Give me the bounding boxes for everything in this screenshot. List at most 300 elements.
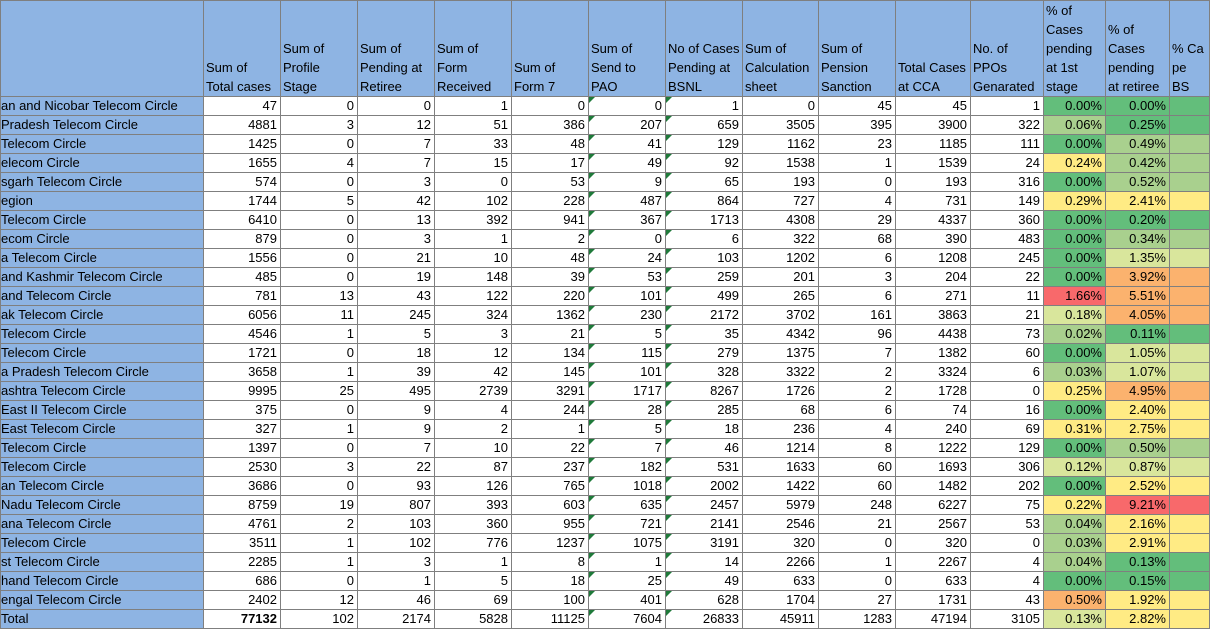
value-cell[interactable]: 4546 — [204, 325, 281, 344]
value-cell[interactable]: 2 — [819, 363, 896, 382]
value-cell[interactable]: 145 — [512, 363, 589, 382]
value-cell[interactable]: 42 — [358, 192, 435, 211]
value-cell[interactable]: 1222 — [896, 439, 971, 458]
value-cell[interactable]: 92 — [666, 154, 743, 173]
value-cell[interactable]: 2402 — [204, 591, 281, 610]
circle-name-cell[interactable]: st Telecom Circle — [1, 553, 204, 572]
value-cell[interactable]: 776 — [435, 534, 512, 553]
pct-retiree-cell[interactable]: 5.51% — [1106, 287, 1170, 306]
pct-retiree-cell[interactable]: 1.92% — [1106, 591, 1170, 610]
value-cell[interactable]: 69 — [971, 420, 1044, 439]
circle-name-cell[interactable]: Telecom Circle — [1, 135, 204, 154]
value-cell[interactable]: 4 — [819, 192, 896, 211]
value-cell[interactable]: 5 — [589, 325, 666, 344]
value-cell[interactable]: 103 — [358, 515, 435, 534]
value-cell[interactable]: 3900 — [896, 116, 971, 135]
circle-name-cell[interactable]: Telecom Circle — [1, 439, 204, 458]
pct-bsnl-cell[interactable] — [1170, 287, 1210, 306]
value-cell[interactable]: 5979 — [743, 496, 819, 515]
value-cell[interactable]: 0 — [281, 249, 358, 268]
value-cell[interactable]: 3105 — [971, 610, 1044, 629]
value-cell[interactable]: 60 — [819, 458, 896, 477]
value-cell[interactable]: 1 — [281, 325, 358, 344]
value-cell[interactable]: 4 — [971, 572, 1044, 591]
value-cell[interactable]: 35 — [666, 325, 743, 344]
value-cell[interactable]: 149 — [971, 192, 1044, 211]
value-cell[interactable]: 29 — [819, 211, 896, 230]
value-cell[interactable]: 4 — [435, 401, 512, 420]
value-cell[interactable]: 240 — [896, 420, 971, 439]
value-cell[interactable]: 45 — [819, 97, 896, 116]
value-cell[interactable]: 39 — [512, 268, 589, 287]
value-cell[interactable]: 22 — [971, 268, 1044, 287]
pct-bsnl-cell[interactable] — [1170, 249, 1210, 268]
circle-name-cell[interactable]: an and Nicobar Telecom Circle — [1, 97, 204, 116]
value-cell[interactable]: 1 — [281, 553, 358, 572]
circle-name-cell[interactable]: hand Telecom Circle — [1, 572, 204, 591]
pct-first-stage-cell[interactable]: 0.18% — [1044, 306, 1106, 325]
value-cell[interactable]: 324 — [435, 306, 512, 325]
value-cell[interactable]: 204 — [896, 268, 971, 287]
pct-first-stage-cell[interactable]: 0.22% — [1044, 496, 1106, 515]
pct-bsnl-cell[interactable] — [1170, 477, 1210, 496]
value-cell[interactable]: 6410 — [204, 211, 281, 230]
value-cell[interactable]: 49 — [666, 572, 743, 591]
value-cell[interactable]: 11 — [971, 287, 1044, 306]
value-cell[interactable]: 659 — [666, 116, 743, 135]
value-cell[interactable]: 111 — [971, 135, 1044, 154]
value-cell[interactable]: 25 — [589, 572, 666, 591]
value-cell[interactable]: 102 — [358, 534, 435, 553]
value-cell[interactable]: 10 — [435, 249, 512, 268]
value-cell[interactable]: 0 — [281, 439, 358, 458]
value-cell[interactable]: 327 — [204, 420, 281, 439]
pct-first-stage-cell[interactable]: 0.29% — [1044, 192, 1106, 211]
value-cell[interactable]: 201 — [743, 268, 819, 287]
value-cell[interactable]: 12 — [281, 591, 358, 610]
value-cell[interactable]: 0 — [281, 135, 358, 154]
value-cell[interactable]: 4761 — [204, 515, 281, 534]
pct-bsnl-cell[interactable] — [1170, 268, 1210, 287]
value-cell[interactable]: 1397 — [204, 439, 281, 458]
value-cell[interactable]: 1 — [358, 572, 435, 591]
value-cell[interactable]: 19 — [358, 268, 435, 287]
value-cell[interactable]: 955 — [512, 515, 589, 534]
value-cell[interactable]: 69 — [435, 591, 512, 610]
value-cell[interactable]: 495 — [358, 382, 435, 401]
pct-retiree-cell[interactable]: 0.11% — [1106, 325, 1170, 344]
value-cell[interactable]: 18 — [666, 420, 743, 439]
value-cell[interactable]: 1721 — [204, 344, 281, 363]
value-cell[interactable]: 7604 — [589, 610, 666, 629]
column-header[interactable]: Total Cases at CCA — [896, 1, 971, 97]
value-cell[interactable]: 1 — [971, 97, 1044, 116]
pct-first-stage-cell[interactable]: 0.04% — [1044, 515, 1106, 534]
pct-retiree-cell[interactable]: 1.05% — [1106, 344, 1170, 363]
value-cell[interactable]: 17 — [512, 154, 589, 173]
pct-bsnl-cell[interactable] — [1170, 496, 1210, 515]
value-cell[interactable]: 7 — [358, 439, 435, 458]
value-cell[interactable]: 6227 — [896, 496, 971, 515]
pct-bsnl-cell[interactable] — [1170, 572, 1210, 591]
pct-bsnl-cell[interactable] — [1170, 382, 1210, 401]
value-cell[interactable]: 1 — [512, 420, 589, 439]
value-cell[interactable]: 2530 — [204, 458, 281, 477]
pct-retiree-cell[interactable]: 0.20% — [1106, 211, 1170, 230]
value-cell[interactable]: 10 — [435, 439, 512, 458]
value-cell[interactable]: 0 — [589, 97, 666, 116]
pct-first-stage-cell[interactable]: 0.00% — [1044, 344, 1106, 363]
value-cell[interactable]: 7 — [819, 344, 896, 363]
pct-bsnl-cell[interactable] — [1170, 135, 1210, 154]
value-cell[interactable]: 0 — [281, 344, 358, 363]
value-cell[interactable]: 941 — [512, 211, 589, 230]
value-cell[interactable]: 386 — [512, 116, 589, 135]
value-cell[interactable]: 68 — [819, 230, 896, 249]
value-cell[interactable]: 102 — [281, 610, 358, 629]
circle-name-cell[interactable]: ana Telecom Circle — [1, 515, 204, 534]
value-cell[interactable]: 53 — [512, 173, 589, 192]
pct-retiree-cell[interactable]: 0.52% — [1106, 173, 1170, 192]
pct-retiree-cell[interactable]: 1.35% — [1106, 249, 1170, 268]
value-cell[interactable]: 48 — [512, 135, 589, 154]
value-cell[interactable]: 148 — [435, 268, 512, 287]
pct-first-stage-cell[interactable]: 0.50% — [1044, 591, 1106, 610]
value-cell[interactable]: 21 — [512, 325, 589, 344]
value-cell[interactable]: 19 — [281, 496, 358, 515]
value-cell[interactable]: 1202 — [743, 249, 819, 268]
value-cell[interactable]: 96 — [819, 325, 896, 344]
value-cell[interactable]: 4881 — [204, 116, 281, 135]
value-cell[interactable]: 1728 — [896, 382, 971, 401]
value-cell[interactable]: 193 — [743, 173, 819, 192]
circle-name-cell[interactable]: East II Telecom Circle — [1, 401, 204, 420]
value-cell[interactable]: 727 — [743, 192, 819, 211]
value-cell[interactable]: 360 — [971, 211, 1044, 230]
value-cell[interactable]: 49 — [589, 154, 666, 173]
value-cell[interactable]: 1 — [281, 534, 358, 553]
value-cell[interactable]: 2285 — [204, 553, 281, 572]
column-header[interactable]: No of Cases Pending at BSNL — [666, 1, 743, 97]
pct-bsnl-cell[interactable] — [1170, 192, 1210, 211]
value-cell[interactable]: 3 — [281, 116, 358, 135]
value-cell[interactable]: 1 — [435, 230, 512, 249]
value-cell[interactable]: 1 — [666, 97, 743, 116]
value-cell[interactable]: 603 — [512, 496, 589, 515]
value-cell[interactable]: 316 — [971, 173, 1044, 192]
value-cell[interactable]: 244 — [512, 401, 589, 420]
value-cell[interactable]: 401 — [589, 591, 666, 610]
value-cell[interactable]: 483 — [971, 230, 1044, 249]
value-cell[interactable]: 23 — [819, 135, 896, 154]
value-cell[interactable]: 1726 — [743, 382, 819, 401]
value-cell[interactable]: 485 — [204, 268, 281, 287]
pct-retiree-cell[interactable]: 2.16% — [1106, 515, 1170, 534]
value-cell[interactable]: 3863 — [896, 306, 971, 325]
value-cell[interactable]: 245 — [971, 249, 1044, 268]
value-cell[interactable]: 0 — [589, 230, 666, 249]
column-header[interactable]: Sum of Form 7 — [512, 1, 589, 97]
pct-bsnl-cell[interactable] — [1170, 344, 1210, 363]
value-cell[interactable]: 26833 — [666, 610, 743, 629]
pct-first-stage-cell[interactable]: 1.66% — [1044, 287, 1106, 306]
value-cell[interactable]: 51 — [435, 116, 512, 135]
value-cell[interactable]: 2141 — [666, 515, 743, 534]
value-cell[interactable]: 393 — [435, 496, 512, 515]
value-cell[interactable]: 129 — [971, 439, 1044, 458]
value-cell[interactable]: 182 — [589, 458, 666, 477]
value-cell[interactable]: 33 — [435, 135, 512, 154]
value-cell[interactable]: 0 — [358, 97, 435, 116]
value-cell[interactable]: 60 — [971, 344, 1044, 363]
value-cell[interactable]: 8267 — [666, 382, 743, 401]
value-cell[interactable]: 22 — [512, 439, 589, 458]
value-cell[interactable]: 2567 — [896, 515, 971, 534]
value-cell[interactable]: 3 — [281, 458, 358, 477]
column-header[interactable]: Sum of Form Received — [435, 1, 512, 97]
pct-bsnl-cell[interactable] — [1170, 610, 1210, 629]
pct-retiree-cell[interactable]: 1.07% — [1106, 363, 1170, 382]
value-cell[interactable]: 28 — [589, 401, 666, 420]
value-cell[interactable]: 39 — [358, 363, 435, 382]
pct-bsnl-cell[interactable] — [1170, 458, 1210, 477]
value-cell[interactable]: 0 — [281, 173, 358, 192]
value-cell[interactable]: 5 — [358, 325, 435, 344]
value-cell[interactable]: 9 — [589, 173, 666, 192]
pct-first-stage-cell[interactable]: 0.00% — [1044, 439, 1106, 458]
value-cell[interactable]: 6 — [666, 230, 743, 249]
pct-bsnl-cell[interactable] — [1170, 553, 1210, 572]
pct-bsnl-cell[interactable] — [1170, 363, 1210, 382]
pct-first-stage-cell[interactable]: 0.03% — [1044, 363, 1106, 382]
value-cell[interactable]: 1185 — [896, 135, 971, 154]
value-cell[interactable]: 24 — [589, 249, 666, 268]
pct-bsnl-cell[interactable] — [1170, 420, 1210, 439]
value-cell[interactable]: 8 — [819, 439, 896, 458]
value-cell[interactable]: 320 — [743, 534, 819, 553]
pct-retiree-cell[interactable]: 4.95% — [1106, 382, 1170, 401]
pct-first-stage-cell[interactable]: 0.04% — [1044, 553, 1106, 572]
circle-name-cell[interactable]: East Telecom Circle — [1, 420, 204, 439]
pct-bsnl-cell[interactable] — [1170, 401, 1210, 420]
value-cell[interactable]: 45911 — [743, 610, 819, 629]
value-cell[interactable]: 1 — [435, 97, 512, 116]
value-cell[interactable]: 1208 — [896, 249, 971, 268]
value-cell[interactable]: 60 — [819, 477, 896, 496]
value-cell[interactable]: 46 — [666, 439, 743, 458]
pct-retiree-cell[interactable]: 2.82% — [1106, 610, 1170, 629]
pct-first-stage-cell[interactable]: 0.00% — [1044, 173, 1106, 192]
pct-retiree-cell[interactable]: 9.21% — [1106, 496, 1170, 515]
value-cell[interactable]: 4308 — [743, 211, 819, 230]
pct-retiree-cell[interactable]: 0.49% — [1106, 135, 1170, 154]
value-cell[interactable]: 8759 — [204, 496, 281, 515]
pct-first-stage-cell[interactable]: 0.13% — [1044, 610, 1106, 629]
column-header[interactable]: Sum of Calculation sheet — [743, 1, 819, 97]
value-cell[interactable]: 686 — [204, 572, 281, 591]
pct-first-stage-cell[interactable]: 0.12% — [1044, 458, 1106, 477]
value-cell[interactable]: 1693 — [896, 458, 971, 477]
value-cell[interactable]: 4 — [819, 420, 896, 439]
value-cell[interactable]: 1704 — [743, 591, 819, 610]
value-cell[interactable]: 21 — [358, 249, 435, 268]
pct-retiree-cell[interactable]: 0.00% — [1106, 97, 1170, 116]
value-cell[interactable]: 6 — [819, 249, 896, 268]
value-cell[interactable]: 1538 — [743, 154, 819, 173]
pct-retiree-cell[interactable]: 0.34% — [1106, 230, 1170, 249]
column-header[interactable]: Sum of Send to PAO — [589, 1, 666, 97]
value-cell[interactable]: 237 — [512, 458, 589, 477]
value-cell[interactable]: 879 — [204, 230, 281, 249]
circle-name-cell[interactable]: Pradesh Telecom Circle — [1, 116, 204, 135]
pct-retiree-cell[interactable]: 2.41% — [1106, 192, 1170, 211]
circle-name-cell[interactable]: and Kashmir Telecom Circle — [1, 268, 204, 287]
value-cell[interactable]: 0 — [743, 97, 819, 116]
value-cell[interactable]: 285 — [666, 401, 743, 420]
value-cell[interactable]: 161 — [819, 306, 896, 325]
pct-retiree-cell[interactable]: 0.42% — [1106, 154, 1170, 173]
pct-bsnl-cell[interactable] — [1170, 173, 1210, 192]
value-cell[interactable]: 1633 — [743, 458, 819, 477]
value-cell[interactable]: 1655 — [204, 154, 281, 173]
circle-name-cell[interactable]: engal Telecom Circle — [1, 591, 204, 610]
circle-name-cell[interactable]: a Pradesh Telecom Circle — [1, 363, 204, 382]
value-cell[interactable]: 1283 — [819, 610, 896, 629]
value-cell[interactable]: 0 — [281, 401, 358, 420]
value-cell[interactable]: 0 — [281, 268, 358, 287]
value-cell[interactable]: 322 — [743, 230, 819, 249]
value-cell[interactable]: 2739 — [435, 382, 512, 401]
value-cell[interactable]: 12 — [435, 344, 512, 363]
value-cell[interactable]: 259 — [666, 268, 743, 287]
pct-bsnl-cell[interactable] — [1170, 534, 1210, 553]
circle-name-cell[interactable]: elecom Circle — [1, 154, 204, 173]
value-cell[interactable]: 1375 — [743, 344, 819, 363]
value-cell[interactable]: 2 — [512, 230, 589, 249]
value-cell[interactable]: 864 — [666, 192, 743, 211]
value-cell[interactable]: 47 — [204, 97, 281, 116]
value-cell[interactable]: 115 — [589, 344, 666, 363]
value-cell[interactable]: 2 — [435, 420, 512, 439]
value-cell[interactable]: 0 — [281, 572, 358, 591]
pct-retiree-cell[interactable]: 0.87% — [1106, 458, 1170, 477]
value-cell[interactable]: 1422 — [743, 477, 819, 496]
value-cell[interactable]: 2267 — [896, 553, 971, 572]
value-cell[interactable]: 1744 — [204, 192, 281, 211]
value-cell[interactable]: 0 — [971, 534, 1044, 553]
pct-first-stage-cell[interactable]: 0.00% — [1044, 97, 1106, 116]
value-cell[interactable]: 2002 — [666, 477, 743, 496]
value-cell[interactable]: 3702 — [743, 306, 819, 325]
value-cell[interactable]: 75 — [971, 496, 1044, 515]
circle-name-cell[interactable]: an Telecom Circle — [1, 477, 204, 496]
pct-retiree-cell[interactable]: 0.50% — [1106, 439, 1170, 458]
value-cell[interactable]: 392 — [435, 211, 512, 230]
value-cell[interactable]: 230 — [589, 306, 666, 325]
value-cell[interactable]: 42 — [435, 363, 512, 382]
value-cell[interactable]: 21 — [819, 515, 896, 534]
value-cell[interactable]: 367 — [589, 211, 666, 230]
value-cell[interactable]: 5 — [281, 192, 358, 211]
value-cell[interactable]: 18 — [358, 344, 435, 363]
column-header[interactable]: Sum of Profile Stage — [281, 1, 358, 97]
value-cell[interactable]: 2457 — [666, 496, 743, 515]
value-cell[interactable]: 531 — [666, 458, 743, 477]
value-cell[interactable]: 3324 — [896, 363, 971, 382]
value-cell[interactable]: 129 — [666, 135, 743, 154]
value-cell[interactable]: 0 — [819, 572, 896, 591]
pct-bsnl-cell[interactable] — [1170, 515, 1210, 534]
pct-first-stage-cell[interactable]: 0.31% — [1044, 420, 1106, 439]
pct-retiree-cell[interactable]: 0.15% — [1106, 572, 1170, 591]
value-cell[interactable]: 9 — [358, 420, 435, 439]
value-cell[interactable]: 87 — [435, 458, 512, 477]
value-cell[interactable]: 265 — [743, 287, 819, 306]
value-cell[interactable]: 1 — [281, 363, 358, 382]
column-header[interactable]: % Ca pe BS — [1170, 1, 1210, 97]
value-cell[interactable]: 375 — [204, 401, 281, 420]
value-cell[interactable]: 202 — [971, 477, 1044, 496]
pct-first-stage-cell[interactable]: 0.24% — [1044, 154, 1106, 173]
pct-first-stage-cell[interactable]: 0.00% — [1044, 211, 1106, 230]
column-header[interactable]: % of Cases pending at 1st stage — [1044, 1, 1106, 97]
value-cell[interactable]: 53 — [971, 515, 1044, 534]
value-cell[interactable]: 68 — [743, 401, 819, 420]
value-cell[interactable]: 1382 — [896, 344, 971, 363]
value-cell[interactable]: 122 — [435, 287, 512, 306]
circle-name-cell[interactable]: egion — [1, 192, 204, 211]
value-cell[interactable]: 245 — [358, 306, 435, 325]
circle-name-cell[interactable]: ecom Circle — [1, 230, 204, 249]
value-cell[interactable]: 5 — [589, 420, 666, 439]
value-cell[interactable]: 1214 — [743, 439, 819, 458]
value-cell[interactable]: 3505 — [743, 116, 819, 135]
pct-first-stage-cell[interactable]: 0.03% — [1044, 534, 1106, 553]
value-cell[interactable]: 0 — [819, 534, 896, 553]
value-cell[interactable]: 1556 — [204, 249, 281, 268]
pct-retiree-cell[interactable]: 0.25% — [1106, 116, 1170, 135]
value-cell[interactable]: 93 — [358, 477, 435, 496]
value-cell[interactable]: 487 — [589, 192, 666, 211]
pct-retiree-cell[interactable]: 4.05% — [1106, 306, 1170, 325]
value-cell[interactable]: 103 — [666, 249, 743, 268]
value-cell[interactable]: 3 — [358, 173, 435, 192]
value-cell[interactable]: 3 — [358, 230, 435, 249]
pct-first-stage-cell[interactable]: 0.00% — [1044, 572, 1106, 591]
circle-name-cell[interactable]: Telecom Circle — [1, 344, 204, 363]
value-cell[interactable]: 1717 — [589, 382, 666, 401]
value-cell[interactable]: 6 — [819, 401, 896, 420]
value-cell[interactable]: 0 — [281, 230, 358, 249]
value-cell[interactable]: 322 — [971, 116, 1044, 135]
value-cell[interactable]: 2 — [819, 382, 896, 401]
value-cell[interactable]: 4438 — [896, 325, 971, 344]
value-cell[interactable]: 633 — [743, 572, 819, 591]
value-cell[interactable]: 5828 — [435, 610, 512, 629]
value-cell[interactable]: 328 — [666, 363, 743, 382]
value-cell[interactable]: 9 — [358, 401, 435, 420]
value-cell[interactable]: 18 — [512, 572, 589, 591]
value-cell[interactable]: 633 — [896, 572, 971, 591]
value-cell[interactable]: 0 — [281, 211, 358, 230]
value-cell[interactable]: 0 — [512, 97, 589, 116]
value-cell[interactable]: 0 — [281, 97, 358, 116]
value-cell[interactable]: 3 — [358, 553, 435, 572]
value-cell[interactable]: 271 — [896, 287, 971, 306]
value-cell[interactable]: 14 — [666, 553, 743, 572]
value-cell[interactable]: 1731 — [896, 591, 971, 610]
pct-first-stage-cell[interactable]: 0.00% — [1044, 401, 1106, 420]
